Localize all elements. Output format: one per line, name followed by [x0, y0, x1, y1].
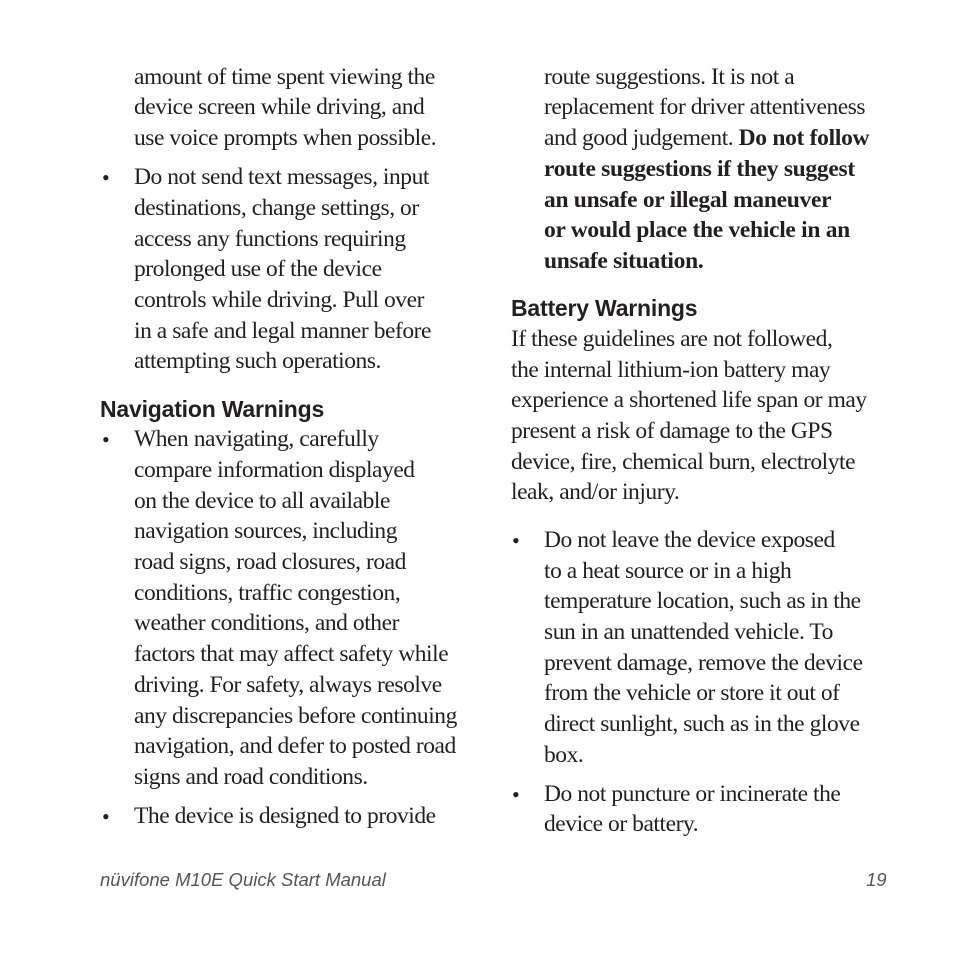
body-line: factors that may affect safety while [134, 641, 449, 667]
body-line: If these guidelines are not followed, [511, 326, 833, 352]
body-line: temperature location, such as in the [544, 588, 861, 614]
body-line: navigation sources, including [134, 518, 398, 544]
section-heading-navigation: Navigation Warnings [100, 396, 325, 422]
body-line: controls while driving. Pull over [134, 287, 424, 313]
body-line: prevent damage, remove the device [544, 650, 863, 676]
body-line: experience a shortened life span or may [511, 387, 867, 413]
body-line: When navigating, carefully [134, 426, 379, 452]
body-line: compare information displayed [134, 457, 415, 483]
body-line: replacement for driver attentiveness [544, 94, 866, 120]
bullet-marker: • [102, 427, 110, 452]
warning-line: or would place the vehicle in an [544, 217, 850, 243]
body-line: attempting such operations. [134, 348, 381, 374]
body-line: present a risk of damage to the GPS [511, 418, 833, 444]
body-line: access any functions requiring [134, 226, 406, 252]
warning-line: route suggestions if they suggest [544, 156, 855, 182]
body-line: on the device to all available [134, 488, 390, 514]
body-line: The device is designed to provide [134, 803, 436, 829]
body-line: prolonged use of the device [134, 256, 382, 282]
warning-line: an unsafe or illegal maneuver [544, 187, 832, 213]
bullet-marker: • [102, 165, 110, 190]
body-line: any discrepancies before continuing [134, 703, 457, 729]
body-line: the internal lithium-ion battery may [511, 357, 831, 383]
body-text: and good judgement. [544, 125, 739, 151]
body-line: weather conditions, and other [134, 610, 399, 636]
section-heading-battery: Battery Warnings [511, 295, 698, 321]
body-line: driving. For safety, always resolve [134, 672, 442, 698]
body-line [544, 123, 869, 154]
body-line: device or battery. [544, 811, 699, 837]
body-line: leak, and/or injury. [511, 479, 680, 505]
body-line: Do not puncture or incinerate the [544, 781, 841, 807]
body-line: Do not leave the device exposed [544, 527, 835, 553]
warning-line: unsafe situation. [544, 248, 704, 274]
body-line: in a safe and legal manner before [134, 318, 432, 344]
body-line: signs and road conditions. [134, 764, 368, 790]
body-line: from the vehicle or store it out of [544, 680, 840, 706]
body-line: box. [544, 742, 584, 768]
warning-text: Do not follow [738, 125, 870, 151]
bullet-marker: • [512, 782, 520, 807]
body-line: conditions, traffic congestion, [134, 580, 401, 606]
page-number: 19 [866, 869, 887, 890]
body-line: to a heat source or in a high [544, 558, 792, 584]
body-line: amount of time spent viewing the [134, 64, 435, 90]
bullet-marker: • [512, 528, 520, 553]
body-line: device screen while driving, and [134, 94, 425, 120]
bullet-marker: • [102, 804, 110, 829]
body-line: direct sunlight, such as in the glove [544, 711, 860, 737]
body-line: navigation, and defer to posted road [134, 733, 456, 759]
body-line: sun in an unattended vehicle. To [544, 619, 833, 645]
body-line: destinations, change settings, or [134, 195, 419, 221]
body-line: device, fire, chemical burn, electrolyte [511, 449, 856, 475]
body-line: route suggestions. It is not a [544, 64, 795, 90]
body-line: Do not send text messages, input [134, 164, 429, 190]
body-line: use voice prompts when possible. [134, 125, 437, 151]
footer-manual-title: nüvifone M10E Quick Start Manual [100, 869, 386, 890]
body-line: road signs, road closures, road [134, 549, 406, 575]
